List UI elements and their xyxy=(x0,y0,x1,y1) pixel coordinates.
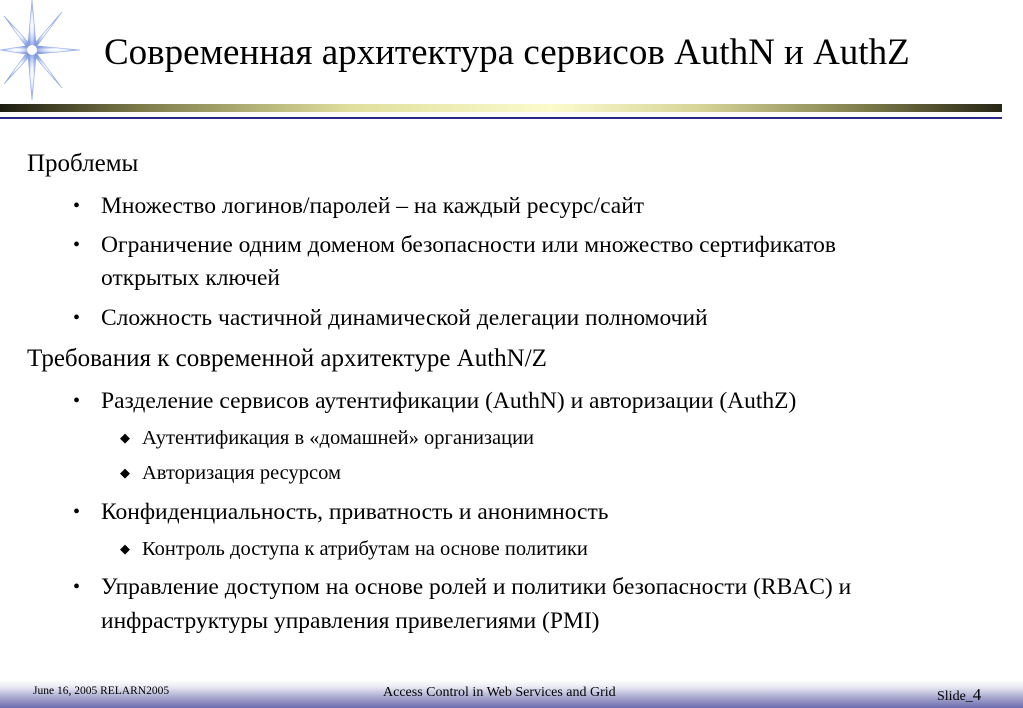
list-item: Сложность частичной динамической делегации полномочий xyxy=(101,305,708,331)
list-item: Множество логинов/паролей – на каждый ресурс/сайт xyxy=(101,193,645,219)
sub-list-item: Аутентификация в «домашней» организации xyxy=(142,427,535,449)
diamond-bullet-icon: ◆ xyxy=(120,430,130,445)
list-item-line: Ограничение одним доменом безопасности или множество сертификатов xyxy=(101,232,837,258)
section-heading-problems: Проблемы xyxy=(27,150,139,177)
list-item-line: инфраструктуры управления привелегиями (PMI) xyxy=(101,608,600,634)
slide-number xyxy=(937,685,981,705)
bullet-icon: • xyxy=(73,501,81,523)
slide-number-value: 4 xyxy=(972,685,982,704)
title-gradient-rule xyxy=(0,104,1002,112)
section-heading-requirements: Требования к современной архитектуре AuthN/Z xyxy=(27,345,547,372)
list-item-line: Управление доступом на основе ролей и политики безопасности (RBAC) и xyxy=(101,574,852,600)
bullet-icon: • xyxy=(73,234,81,256)
star-burst-icon xyxy=(0,0,90,100)
bullet-icon: • xyxy=(73,307,81,329)
slide-label: Slide_ xyxy=(937,689,973,704)
list-item: Конфиденциальность, приватность и анонимность xyxy=(101,499,609,525)
footer-title: Access Control in Web Services and Grid xyxy=(383,685,616,700)
slide-title: Современная архитектура сервисов AuthN и AuthZ xyxy=(104,32,910,73)
bullet-icon: • xyxy=(73,390,81,412)
diamond-bullet-icon: ◆ xyxy=(120,541,130,556)
sub-list-item: Авторизация ресурсом xyxy=(142,462,341,484)
sub-list-item: Контроль доступа к атрибутам на основе политики xyxy=(142,538,588,560)
diamond-bullet-icon: ◆ xyxy=(120,465,130,480)
title-blue-rule xyxy=(0,117,1002,119)
list-item: Разделение сервисов аутентификации (AuthN) и авторизации (AuthZ) xyxy=(101,388,797,414)
list-item-line: открытых ключей xyxy=(101,265,280,291)
bullet-icon: • xyxy=(73,195,81,217)
footer-date-event: June 16, 2005 RELARN2005 xyxy=(33,685,170,697)
bullet-icon: • xyxy=(73,576,81,598)
